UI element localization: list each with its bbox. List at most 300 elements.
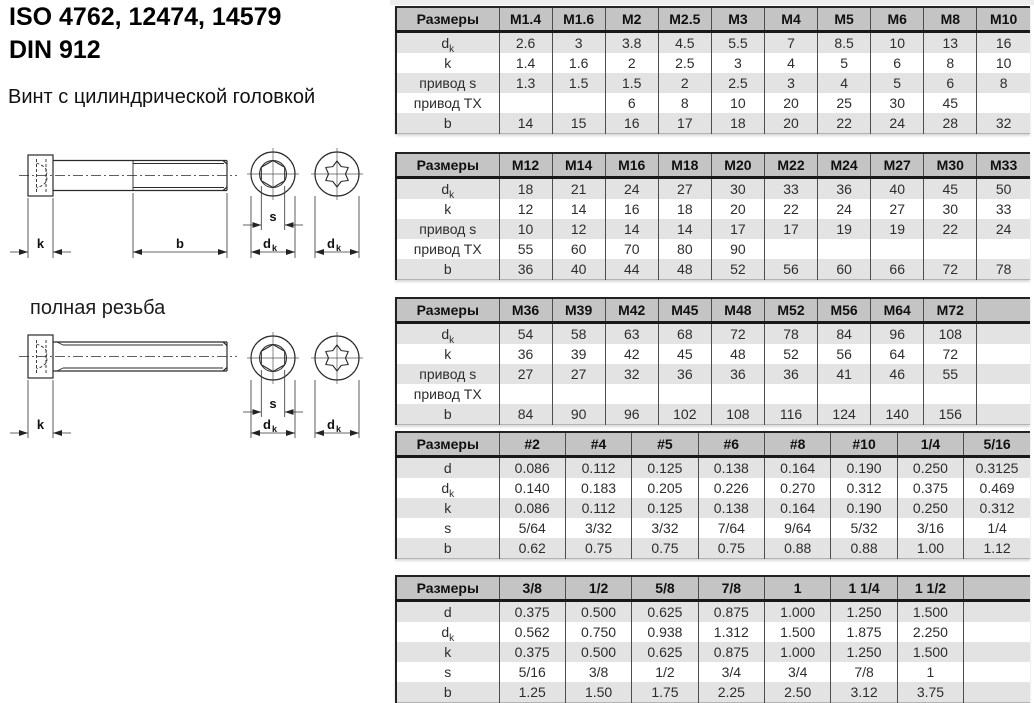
- cell-value: 10: [499, 219, 552, 239]
- table-row: [396, 113, 1030, 134]
- col-header-size: M56: [818, 298, 871, 323]
- cell-value: 33: [977, 199, 1030, 219]
- screw-side-view-partial-thread: [19, 155, 237, 196]
- col-header-size: M1.4: [499, 7, 552, 32]
- col-header-size: M72: [924, 298, 977, 323]
- cell-value: 4: [818, 73, 871, 93]
- table-row: [396, 642, 1030, 662]
- row-label: b: [396, 682, 499, 703]
- cell-value: [924, 239, 977, 259]
- cell-value: 0.205: [632, 478, 698, 498]
- cell-value: 1.500: [765, 622, 831, 642]
- cell-value: 20: [764, 93, 817, 113]
- cell-value: 0.164: [765, 498, 831, 518]
- cell-value: 6: [924, 73, 977, 93]
- table-row: [396, 239, 1030, 259]
- cell-value: 0.190: [831, 457, 897, 479]
- cell-value: 3.12: [831, 682, 897, 703]
- cell-value: 116: [764, 404, 817, 425]
- cell-value: 0.500: [565, 642, 631, 662]
- cell-value: 1.25: [499, 682, 565, 703]
- row-label: k: [444, 55, 452, 71]
- cell-value: 96: [605, 404, 658, 425]
- cell-value: 1.50: [565, 682, 631, 703]
- cell-value: 2.25: [698, 682, 764, 703]
- cell-value: 8: [977, 73, 1030, 93]
- table-row: [396, 384, 1030, 404]
- cell-value: 1.000: [765, 601, 831, 623]
- dim-dk-sub: k: [336, 243, 342, 253]
- row-label: k: [396, 498, 499, 518]
- cell-value: 14: [605, 219, 658, 239]
- cell-value: 45: [924, 178, 977, 200]
- table-row: [396, 199, 1030, 219]
- cell-value: 4: [764, 53, 817, 73]
- cell-value: 60: [552, 239, 605, 259]
- col-header-sizes: Размеры: [396, 7, 499, 32]
- cell-value: [764, 384, 817, 404]
- cell-value: 0.086: [499, 498, 565, 518]
- cell-value: 3/4: [765, 662, 831, 682]
- col-header-size: #4: [565, 432, 631, 457]
- cell-value: 22: [924, 219, 977, 239]
- cell-value: 17: [764, 219, 817, 239]
- cell-value: 48: [711, 344, 764, 364]
- cell-value: 0.164: [765, 457, 831, 479]
- cell-value: 2: [658, 73, 711, 93]
- col-header-size: #8: [765, 432, 831, 457]
- cell-value: 10: [711, 93, 764, 113]
- cell-value: 6: [605, 93, 658, 113]
- col-header-size: M42: [605, 298, 658, 323]
- cell-value: 44: [605, 259, 658, 280]
- cell-value: [977, 323, 1030, 345]
- table-row: [396, 259, 1030, 280]
- col-header-size: M18: [658, 153, 711, 178]
- cell-value: 3/8: [565, 662, 631, 682]
- cell-value: 0.375: [897, 478, 963, 498]
- col-header-size: 5/8: [632, 576, 698, 601]
- cell-value: 9/64: [765, 518, 831, 538]
- col-header-size: M24: [818, 153, 871, 178]
- cell-value: 55: [924, 364, 977, 384]
- cell-value: 1.500: [897, 601, 963, 623]
- cell-value: 0.625: [632, 601, 698, 623]
- row-label: $d_k$: [441, 624, 455, 642]
- cell-value: 8: [924, 53, 977, 73]
- cell-value: 5.5: [711, 32, 764, 54]
- cell-value: 54: [499, 323, 552, 345]
- cell-value: 0.3125: [964, 457, 1030, 479]
- cell-value: [977, 344, 1030, 364]
- cell-value: 18: [499, 178, 552, 200]
- cell-value: 32: [977, 113, 1030, 134]
- cell-value: 1.4: [499, 53, 552, 73]
- cell-value: 1.250: [831, 601, 897, 623]
- cell-value: [711, 384, 764, 404]
- cell-value: 0.190: [831, 498, 897, 518]
- dim-dk-label: d: [263, 236, 271, 251]
- col-header-size: 1/2: [565, 576, 631, 601]
- col-header-size: M3: [711, 7, 764, 32]
- col-header-size: M2: [605, 7, 658, 32]
- cell-value: 3: [552, 32, 605, 54]
- cell-value: [977, 404, 1030, 425]
- cell-value: 0.500: [565, 601, 631, 623]
- table-row: [396, 178, 1030, 200]
- cell-value: 13: [924, 32, 977, 54]
- cell-value: 45: [658, 344, 711, 364]
- cell-value: 18: [658, 199, 711, 219]
- cell-value: 24: [818, 199, 871, 219]
- cell-value: 52: [764, 344, 817, 364]
- dim-dk-sub: k: [272, 424, 278, 434]
- table-row: [396, 364, 1030, 384]
- cell-value: 0.375: [499, 642, 565, 662]
- cell-value: 2: [605, 53, 658, 73]
- cell-value: 2.5: [658, 53, 711, 73]
- cell-value: 78: [977, 259, 1030, 280]
- col-header-sizes: Размеры: [396, 153, 499, 178]
- col-header-size: M12: [499, 153, 552, 178]
- cell-value: 63: [605, 323, 658, 345]
- cell-value: 5/16: [499, 662, 565, 682]
- cell-value: 1.000: [765, 642, 831, 662]
- cell-value: 8.5: [818, 32, 871, 54]
- col-header-size: M5: [818, 7, 871, 32]
- cell-value: 3: [711, 53, 764, 73]
- cell-value: 7/8: [831, 662, 897, 682]
- table-header-row: [396, 153, 1030, 178]
- cell-value: 124: [818, 404, 871, 425]
- full-thread-note: полная резьба: [30, 297, 166, 319]
- cell-value: 5/64: [499, 518, 565, 538]
- col-header-size: M45: [658, 298, 711, 323]
- cell-value: 36: [711, 364, 764, 384]
- table-header-row: [396, 432, 1030, 457]
- part-description: Винт с цилиндрической головкой: [8, 86, 316, 108]
- cell-value: 78: [764, 323, 817, 345]
- cell-value: 2.6: [499, 32, 552, 54]
- cell-value: 84: [818, 323, 871, 345]
- hex-socket-end-view: [247, 332, 299, 384]
- col-header-size: M6: [871, 7, 924, 32]
- cell-value: [977, 93, 1030, 113]
- cell-value: 56: [764, 259, 817, 280]
- table-row: [396, 498, 1030, 518]
- cell-value: [964, 622, 1030, 642]
- cell-value: 56: [818, 344, 871, 364]
- col-header-size: M33: [977, 153, 1030, 178]
- cell-value: 90: [711, 239, 764, 259]
- cell-value: [552, 384, 605, 404]
- table-row: [396, 457, 1030, 479]
- cell-value: [499, 93, 552, 113]
- cell-value: 0.250: [897, 457, 963, 479]
- cell-value: 18: [711, 113, 764, 134]
- cell-value: 1.3: [499, 73, 552, 93]
- table-row: [396, 622, 1030, 642]
- row-label: привод TX: [413, 241, 482, 257]
- cell-value: 14: [658, 219, 711, 239]
- cell-value: 156: [924, 404, 977, 425]
- cell-value: 0.88: [831, 538, 897, 559]
- cell-value: 0.138: [698, 457, 764, 479]
- table-row: [396, 538, 1030, 559]
- cell-value: 36: [499, 259, 552, 280]
- cell-value: 16: [605, 113, 658, 134]
- table-row: [396, 662, 1030, 682]
- col-header-size: M14: [552, 153, 605, 178]
- row-label: $d_k$: [396, 32, 499, 54]
- cell-value: 108: [924, 323, 977, 345]
- cell-value: 3/16: [897, 518, 963, 538]
- technical-drawing: [5, 138, 387, 448]
- torx-end-view: [311, 332, 363, 384]
- cell-value: 30: [871, 93, 924, 113]
- dimension-tables: [395, 6, 1029, 703]
- cell-value: [764, 239, 817, 259]
- cell-value: 7/64: [698, 518, 764, 538]
- row-label: b: [396, 538, 499, 559]
- col-header-size: M1.6: [552, 7, 605, 32]
- cell-value: 0.312: [964, 498, 1030, 518]
- cell-value: 22: [764, 199, 817, 219]
- col-header-size: M39: [552, 298, 605, 323]
- cell-value: 58: [552, 323, 605, 345]
- cell-value: 20: [764, 113, 817, 134]
- col-header-size: 3/8: [499, 576, 565, 601]
- col-header-size: M30: [924, 153, 977, 178]
- cell-value: 3/32: [565, 518, 631, 538]
- table-row: [396, 323, 1030, 345]
- cell-value: 0.75: [565, 538, 631, 559]
- cell-value: 46: [871, 364, 924, 384]
- row-label: d: [396, 457, 499, 479]
- cell-value: 1: [897, 662, 963, 682]
- standard-title-iso: ISO 4762, 12474, 14579: [9, 3, 282, 31]
- dim-dk-sub: k: [336, 424, 342, 434]
- table-row: [396, 219, 1030, 239]
- cell-value: 16: [605, 199, 658, 219]
- cell-value: 0.140: [499, 478, 565, 498]
- cell-value: 0.62: [499, 538, 565, 559]
- cell-value: 140: [871, 404, 924, 425]
- cell-value: [499, 384, 552, 404]
- row-label: b: [396, 113, 499, 134]
- cell-value: 0.469: [964, 478, 1030, 498]
- cell-value: 0.112: [565, 457, 631, 479]
- cell-value: 102: [658, 404, 711, 425]
- row-label: привод TX: [413, 95, 482, 111]
- cell-value: 6: [871, 53, 924, 73]
- cell-value: 45: [924, 93, 977, 113]
- table-row: [396, 73, 1030, 93]
- row-label: d: [396, 601, 499, 623]
- cell-value: 96: [871, 323, 924, 345]
- cell-value: 3: [764, 73, 817, 93]
- col-header-size: #10: [831, 432, 897, 457]
- cell-value: 24: [977, 219, 1030, 239]
- row-label: $d_k$: [396, 178, 499, 200]
- dim-b-label: b: [176, 236, 184, 251]
- table-row: [396, 93, 1030, 113]
- cell-value: 1.500: [897, 642, 963, 662]
- cell-value: 66: [871, 259, 924, 280]
- cell-value: 90: [552, 404, 605, 425]
- cell-value: 10: [871, 32, 924, 54]
- cell-value: [605, 384, 658, 404]
- cell-value: [818, 384, 871, 404]
- cell-value: 33: [764, 178, 817, 200]
- cell-value: 1.75: [632, 682, 698, 703]
- cell-value: 72: [924, 344, 977, 364]
- row-label: привод s: [396, 219, 499, 239]
- cell-value: 32: [605, 364, 658, 384]
- cell-value: [871, 239, 924, 259]
- table-row: [396, 682, 1030, 703]
- cell-value: 36: [499, 344, 552, 364]
- cell-value: 30: [711, 178, 764, 200]
- cell-value: 3/4: [698, 662, 764, 682]
- cell-value: 40: [871, 178, 924, 200]
- dim-dk-label: d: [263, 417, 271, 432]
- col-header-size: M10: [977, 7, 1030, 32]
- cell-value: 3.75: [897, 682, 963, 703]
- cell-value: 0.875: [698, 601, 764, 623]
- cell-value: 72: [924, 259, 977, 280]
- cell-value: 15: [552, 113, 605, 134]
- cell-value: 52: [711, 259, 764, 280]
- cell-value: 24: [871, 113, 924, 134]
- cell-value: 28: [924, 113, 977, 134]
- cell-value: 8: [658, 93, 711, 113]
- row-label: привод s: [396, 364, 499, 384]
- row-label: привод TX: [413, 386, 482, 402]
- col-header-size: 1 1/4: [831, 576, 897, 601]
- cell-value: 0.312: [831, 478, 897, 498]
- row-label: b: [396, 404, 499, 425]
- cell-value: 14: [499, 113, 552, 134]
- col-header-size: M4: [764, 7, 817, 32]
- dim-dk-sub: k: [272, 243, 278, 253]
- cell-value: 0.375: [499, 601, 565, 623]
- cell-value: 27: [658, 178, 711, 200]
- cell-value: 0.086: [499, 457, 565, 479]
- screw-side-view-full-thread: [19, 335, 237, 378]
- cell-value: 12: [499, 199, 552, 219]
- cell-value: [658, 384, 711, 404]
- cell-value: 1.6: [552, 53, 605, 73]
- torx-end-view: [311, 148, 363, 200]
- table-header-row: [396, 576, 1030, 601]
- cell-value: [871, 384, 924, 404]
- dim-k-label: k: [36, 236, 45, 251]
- col-header-size: [977, 298, 1030, 323]
- cell-value: [964, 662, 1030, 682]
- col-header-size: 1 1/2: [897, 576, 963, 601]
- col-header-size: M20: [711, 153, 764, 178]
- cell-value: 30: [924, 199, 977, 219]
- dimensions-table-metric-large: [395, 297, 1030, 425]
- cell-value: 0.75: [698, 538, 764, 559]
- col-header-size: M8: [924, 7, 977, 32]
- dim-dk-label: d: [327, 417, 335, 432]
- cell-value: 1.875: [831, 622, 897, 642]
- cell-value: 0.562: [499, 622, 565, 642]
- cell-value: 7: [764, 32, 817, 54]
- cell-value: 0.226: [698, 478, 764, 498]
- dim-s-label: s: [269, 209, 277, 224]
- cell-value: 0.125: [632, 457, 698, 479]
- cell-value: 80: [658, 239, 711, 259]
- row-label: s: [444, 520, 452, 536]
- cell-value: 0.112: [565, 498, 631, 518]
- cell-value: 84: [499, 404, 552, 425]
- cell-value: 1.312: [698, 622, 764, 642]
- cell-value: 3/32: [632, 518, 698, 538]
- col-header-sizes: Размеры: [396, 432, 499, 457]
- cell-value: 0.875: [698, 642, 764, 662]
- cell-value: 2.250: [897, 622, 963, 642]
- table-row: [396, 518, 1030, 538]
- cell-value: 36: [658, 364, 711, 384]
- cell-value: [818, 239, 871, 259]
- cell-value: 21: [552, 178, 605, 200]
- cell-value: 20: [711, 199, 764, 219]
- cell-value: 1.12: [964, 538, 1030, 559]
- dim-dk-label: d: [327, 236, 335, 251]
- dim-s-label: s: [269, 396, 277, 411]
- standard-title-din: DIN 912: [9, 36, 101, 64]
- hex-socket-end-view: [247, 148, 299, 200]
- row-label: $d_k$: [396, 323, 499, 345]
- col-header-size: 1: [765, 576, 831, 601]
- cell-value: 1.00: [897, 538, 963, 559]
- cell-value: 42: [605, 344, 658, 364]
- cell-value: 0.270: [765, 478, 831, 498]
- row-label: привод s: [396, 73, 499, 93]
- cell-value: 1.5: [605, 73, 658, 93]
- col-header-size: M64: [871, 298, 924, 323]
- cell-value: 4.5: [658, 32, 711, 54]
- row-label: s: [444, 664, 452, 680]
- cell-value: 108: [711, 404, 764, 425]
- col-header-size: 7/8: [698, 576, 764, 601]
- cell-value: 22: [818, 113, 871, 134]
- table-row: [396, 601, 1030, 623]
- cell-value: 39: [552, 344, 605, 364]
- table-row: [396, 32, 1030, 54]
- cell-value: 1.250: [831, 642, 897, 662]
- col-header-size: M48: [711, 298, 764, 323]
- cell-value: [977, 239, 1030, 259]
- cell-value: 41: [818, 364, 871, 384]
- cell-value: 0.625: [632, 642, 698, 662]
- cell-value: 72: [711, 323, 764, 345]
- cell-value: 27: [871, 199, 924, 219]
- cell-value: 70: [605, 239, 658, 259]
- cell-value: 3.8: [605, 32, 658, 54]
- col-header-size: M52: [764, 298, 817, 323]
- cell-value: 27: [552, 364, 605, 384]
- cell-value: 12: [552, 219, 605, 239]
- cell-value: 17: [658, 113, 711, 134]
- cell-value: 5: [818, 53, 871, 73]
- cell-value: 48: [658, 259, 711, 280]
- col-header-size: #5: [632, 432, 698, 457]
- cell-value: 16: [977, 32, 1030, 54]
